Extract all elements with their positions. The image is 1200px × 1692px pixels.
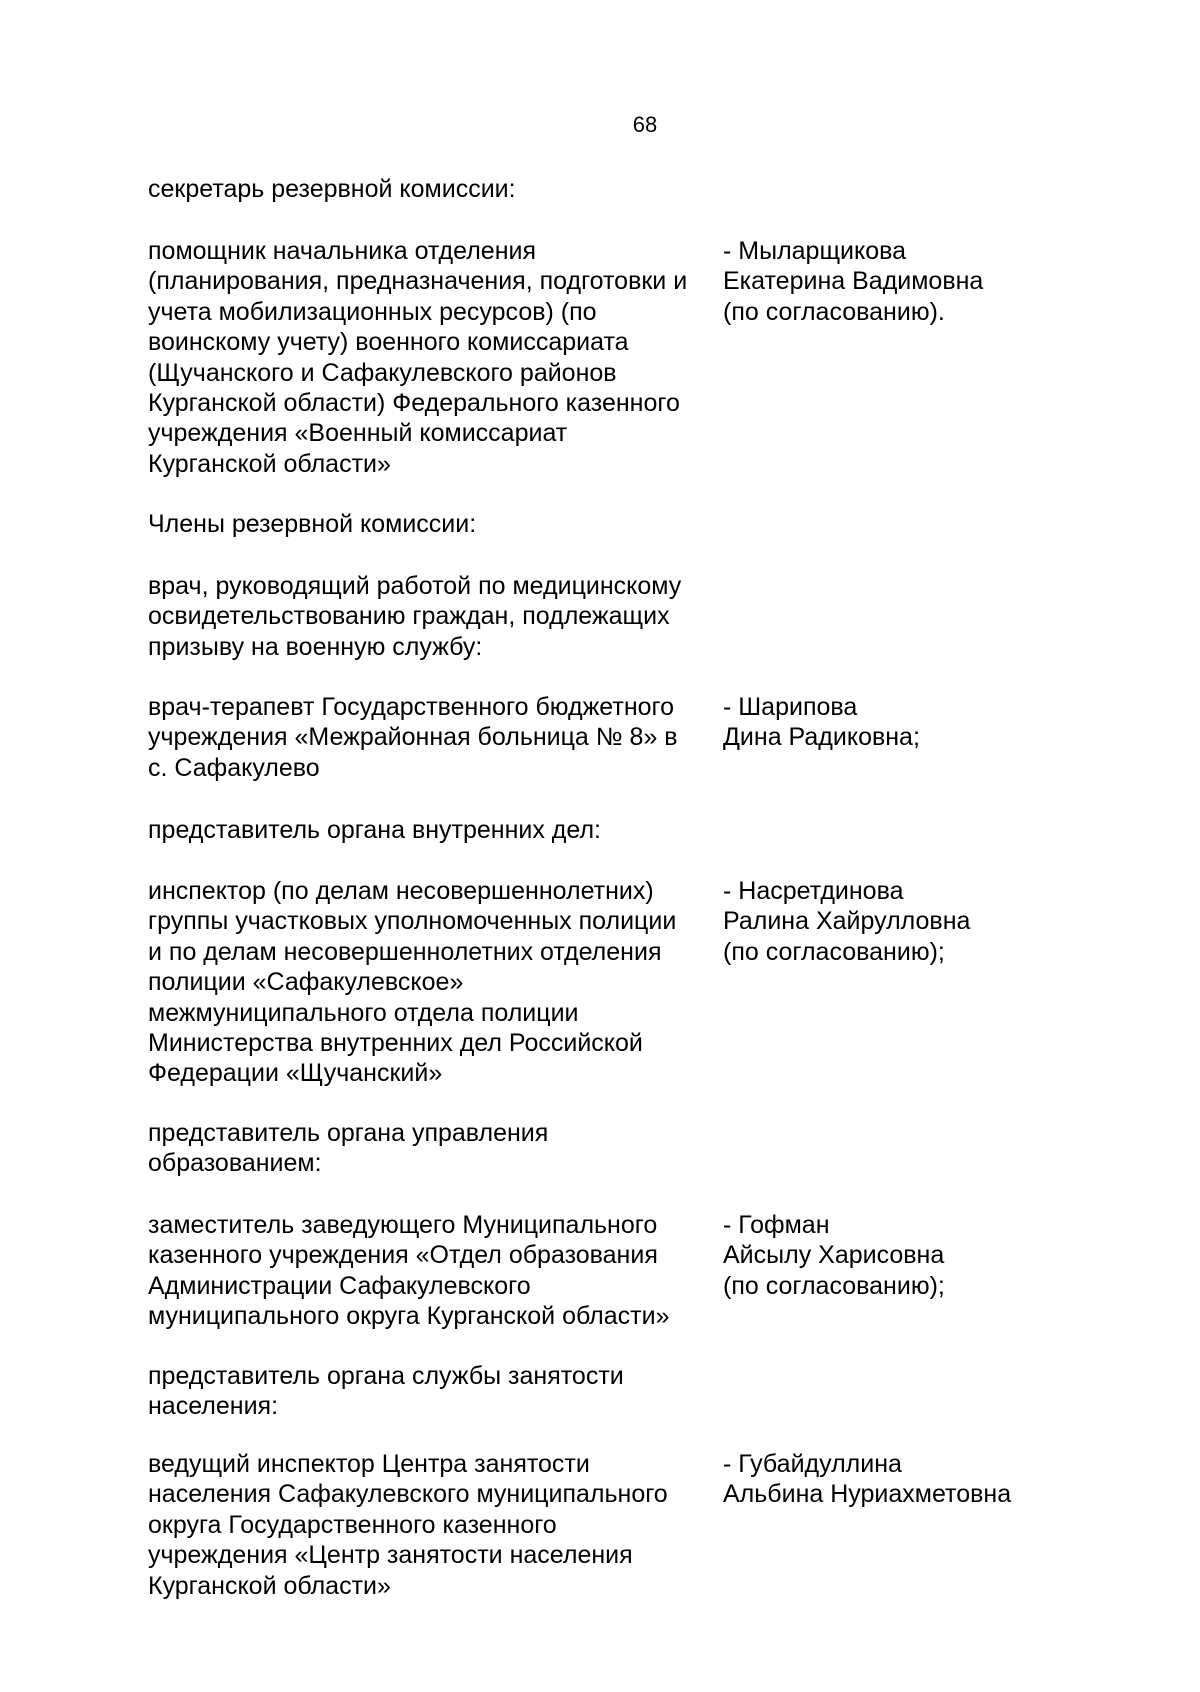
education-position: заместитель заведующего Муниципального казенного учреждения «Отдел образования Администрации Сафакулевского муниципального округа Курганской области» xyxy=(148,1211,670,1331)
page-number: 68 xyxy=(632,112,658,137)
education-heading: представитель органа управления образованием: xyxy=(148,1119,549,1178)
members-heading: Члены резервной комиссии: xyxy=(148,510,477,538)
doctor-heading: врач, руководящий работой по медицинскому освидетельствованию граждан, подлежащих призыву на военную службу: xyxy=(148,572,682,661)
police-position: инспектор (по делам несовершеннолетних) группы участковых уполномоченных полиции и по делам несовершеннолетних отделения полиции «Сафакулевское» межмуниципального отдела полиции Министерства внутренних дел Российской Федерации «Щучанский» xyxy=(148,877,677,1088)
police-heading: представитель органа внутренних дел: xyxy=(148,816,602,844)
secretary-person: - Мыларщикова Екатерина Вадимовна (по согласованию). xyxy=(723,237,984,326)
employment-heading: представитель органа службы занятости населения: xyxy=(148,1362,624,1421)
doctor-position: врач-терапевт Государственного бюджетного учреждения «Межрайонная больница № 8» в с. Сафакулево xyxy=(148,693,678,782)
doctor-person: - Шарипова Дина Радиковна; xyxy=(723,693,920,752)
education-person: - Гофман Айсылу Харисовна (по согласованию); xyxy=(723,1211,945,1300)
employment-person: - Губайдуллина Альбина Нуриахметовна xyxy=(723,1450,1012,1509)
secretary-heading: секретарь резервной комиссии: xyxy=(148,175,516,203)
secretary-position: помощник начальника отделения (планирования, предназначения, подготовки и учета мобилизационных ресурсов) (по воинскому учету) военного комиссариата (Щучанского и Сафакулевского районов Курганской области) Федерального казенного учреждения «Военный комиссариат Курганской области» xyxy=(148,237,688,478)
employment-position: ведущий инспектор Центра занятости населения Сафакулевского муниципального округа Государственного казенного учреждения «Центр занятости населения Курганской области» xyxy=(148,1450,668,1600)
police-person: - Насретдинова Ралина Хайрулловна (по согласованию); xyxy=(723,877,971,966)
